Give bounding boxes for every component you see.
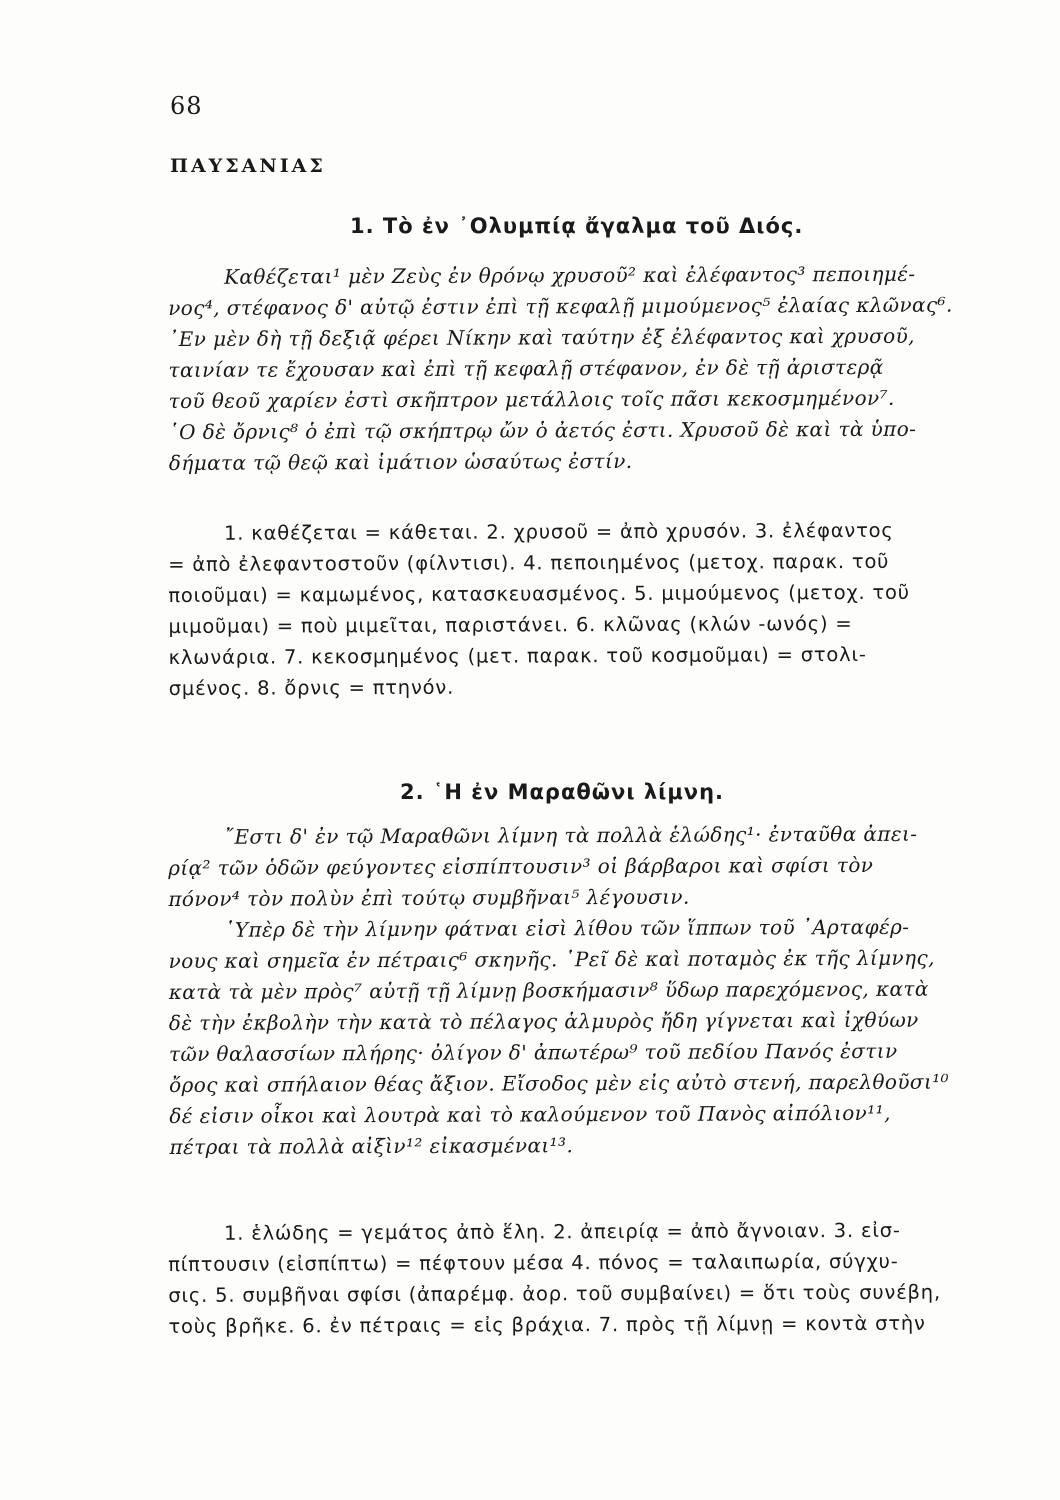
footnote-line: σις. 5. συμβῆναι σφίσι (ἀπαρέμφ. ἀορ. τοῦ συμβαίνει) = ὅτι τοὺς συνέβη, — [168, 1280, 941, 1307]
section-1-text — [168, 258, 999, 479]
text-line: νος⁴, στέφανος δ' αὐτῷ ἐστιν ἐπὶ τῇ κεφαλῇ μιμούμενος⁵ ἐλαίας κλῶνας⁶. — [168, 292, 953, 320]
footnote-line: σμένος. 8. ὄρνις = πτηνόν. — [168, 675, 455, 700]
section-2-title: 2. ῾Η ἐν Μαραθῶνι λίμνη. — [400, 780, 725, 804]
text-line: νους καὶ σημεῖα ἐν πέτραις⁶ σκηνῆς. ῾Ρεῖ δὲ καὶ ποταμὸς ἐκ τῆς λίμνης, — [168, 945, 935, 973]
text-line: κατὰ τὰ μὲν πρὸς⁷ αὐτῇ τῇ λίμνῃ βοσκήμασιν⁸ ὕδωρ παρεχόμενος, κατὰ — [168, 976, 929, 1004]
footnote-line: τοὺς βρῆκε. 6. ἐν πέτραις = εἰς βράχια. 7. πρὸς τῇ λίμνῃ = κοντὰ στὴν — [168, 1311, 926, 1338]
text-line: Καθέζεται¹ μὲν Ζεὺς ἐν θρόνῳ χρυσοῦ² καὶ ἐλέφαντος³ πεποιημέ- — [224, 261, 916, 289]
footnote-line: κλωνάρια. 7. κεκοσμημένος (μετ. παρακ. τοῦ κοσμοῦμαι) = στολι- — [168, 642, 867, 669]
text-line: πέτραι τὰ πολλὰ αἰξὶν¹² εἰκασμέναι¹³. — [169, 1133, 574, 1159]
text-line: δέ εἰσιν οἶκοι καὶ λουτρὰ καὶ τὸ καλούμενον τοῦ Πανὸς αἰπόλιον¹¹, — [169, 1100, 891, 1128]
section-1-footnotes — [168, 514, 999, 704]
text-line: ᾿Εν μὲν δὴ τῇ δεξιᾷ φέρει Νίκην καὶ ταύτην ἐξ ἐλέφαντος καὶ χρυσοῦ, — [168, 323, 915, 351]
text-line: δὲ τὴν ἐκβολὴν τὴν κατὰ τὸ πέλαγος ἁλμυρὸς ἤδη γίγνεται καὶ ἰχθύων — [168, 1007, 919, 1035]
text-line: πόνον⁴ τὸν πολὺν ἐπὶ τούτῳ συμβῆναι⁵ λέγουσιν. — [168, 884, 690, 911]
text-line: ῎Εστι δ' ἐν τῷ Μαραθῶνι λίμνη τὰ πολλὰ ἑλώδης¹· ἐνταῦθα ἀπει- — [224, 821, 918, 849]
page-number: 68 — [170, 92, 203, 120]
text-line: ταινίαν τε ἔχουσαν καὶ ἐπὶ τῇ κεφαλῇ στέφανον, ἐν δὲ τῇ ἀριστερᾷ — [168, 354, 884, 382]
section-1-title: 1. Τὸ ἐν ᾿Ολυμπίᾳ ἄγαλμα τοῦ Διός. — [350, 214, 804, 238]
footnote-line: μιμοῦμαι) = ποὺ μιμεῖται, παριστάνει. 6. κλῶνας (κλών -ωνός) = — [168, 612, 853, 638]
footnote-line: 1. ἑλώδης = γεμάτος ἀπὸ ἕλη. 2. ἀπειρίᾳ = ἀπὸ ἄγνοιαν. 3. εἰσ- — [224, 1218, 901, 1245]
footnote-line: = ἀπὸ ἐλεφαντοστοῦν (φίλντισι). 4. πεποιημένος (μετοχ. παρακ. τοῦ — [168, 549, 890, 576]
section-2-text — [168, 818, 999, 1163]
text-line: δήματα τῷ θεῷ καὶ ἱμάτιον ὡσαύτως ἐστίν. — [168, 448, 633, 475]
author-heading: ΠΑΥΣΑΝΙΑΣ — [170, 155, 326, 177]
section-2-footnotes — [168, 1214, 999, 1342]
text-line: ὄρος καὶ σπήλαιον θέας ἄξιον. Εἴσοδος μὲν εἰς αὐτὸ στενή, παρελθοῦσι¹⁰ — [169, 1069, 950, 1097]
text-line: ρίᾳ² τῶν ὁδῶν φεύγοντες εἰσπίπτουσιν³ οἱ βάρβαροι καὶ σφίσι τὸν — [168, 852, 874, 880]
text-line: ῾Ο δὲ ὄρνις⁸ ὁ ἐπὶ τῷ σκήπτρῳ ὤν ὁ ἀετός ἐστι. Χρυσοῦ δὲ καὶ τὰ ὑπο- — [168, 416, 917, 444]
footnote-line: πίπτουσιν (εἰσπίπτω) = πέφτουν μέσα 4. πόνος = ταλαιπωρία, σύγχυ- — [168, 1249, 899, 1276]
text-line: τοῦ θεοῦ χαρίεν ἐστὶ σκῆπτρον μετάλλοις τοῖς πᾶσι κεκοσμημένον⁷. — [168, 385, 895, 413]
footnote-line: 1. καθέζεται = κάθεται. 2. χρυσοῦ = ἀπὸ χρυσόν. 3. ἐλέφαντος — [224, 518, 894, 545]
text-line: τῶν θαλασσίων πλήρης· ὀλίγον δ' ἀπωτέρω⁹ τοῦ πεδίου Πανός ἐστιν — [168, 1038, 898, 1066]
footnote-line: ποιοῦμαι) = καμωμένος, κατασκευασμένος. 5. μιμούμενος (μετοχ. τοῦ — [168, 580, 910, 607]
text-line: ῾Υπὲρ δὲ τὴν λίμνην φάτναι εἰσὶ λίθου τῶν ἵππων τοῦ ᾿Αρταφέρ- — [224, 914, 910, 942]
